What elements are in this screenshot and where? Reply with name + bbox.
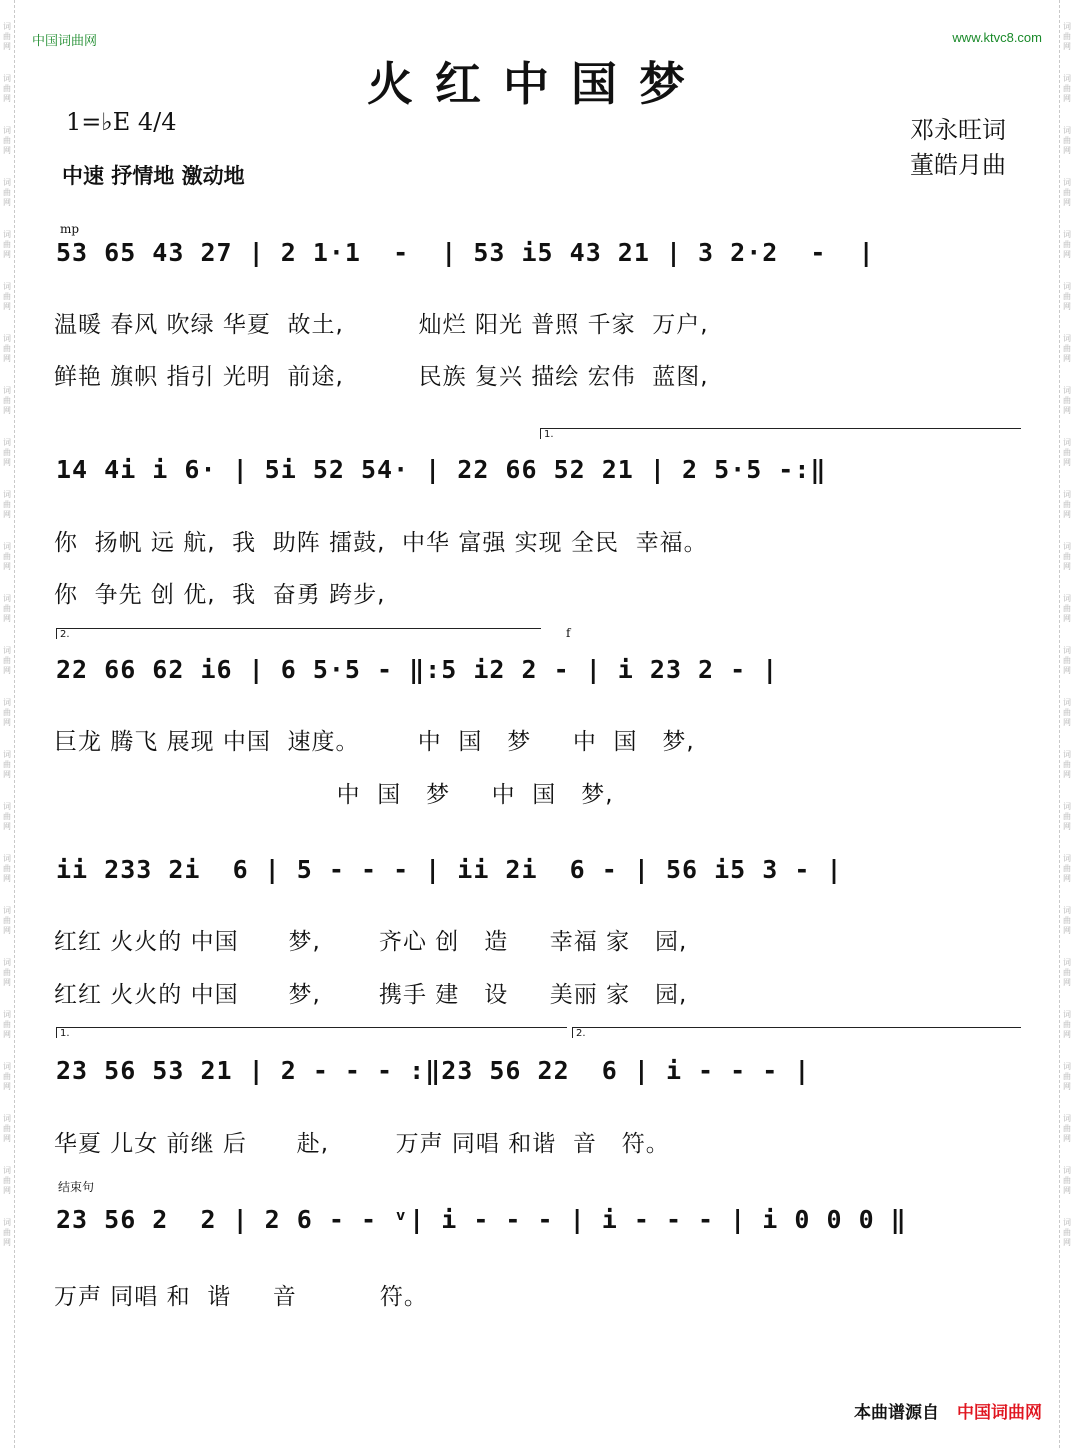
watermark-mark: 词曲网 — [3, 1062, 11, 1091]
notation-system-6: 23 56 2 2 | 2 6 - - ᵛ| i - - - | i - - - | i 0 0 0 ‖ — [56, 1205, 907, 1234]
watermark-mark: 词曲网 — [3, 958, 11, 987]
lyricist-credit: 邓永旺词 — [910, 116, 1006, 144]
watermark-mark: 词曲网 — [3, 854, 11, 883]
watermark-mark: 词曲网 — [3, 282, 11, 311]
footer-source-label: 本曲谱源自 — [854, 1403, 939, 1423]
lyrics-system-6-verse-1: 万声 同唱 和 谐 音 符。 — [54, 1284, 428, 1310]
watermark-mark: 词曲网 — [1063, 126, 1071, 155]
volta-2-bracket — [56, 628, 541, 639]
watermark-mark: 词曲网 — [1063, 230, 1071, 259]
watermark-mark: 词曲网 — [3, 74, 11, 103]
watermark-mark: 词曲网 — [1063, 74, 1071, 103]
watermark-mark: 词曲网 — [3, 22, 11, 51]
lyrics-system-1-verse-1: 温暖 春风 吹绿 华夏 故土, 灿烂 阳光 普照 千家 万户, — [54, 312, 709, 338]
watermark-mark: 词曲网 — [3, 1114, 11, 1143]
watermark-mark: 词曲网 — [1063, 1114, 1071, 1143]
ending-label: 结束句 — [58, 1180, 95, 1194]
watermark-mark: 词曲网 — [3, 178, 11, 207]
lyrics-system-2-verse-1: 你 扬帆 远 航, 我 助阵 擂鼓, 中华 富强 实现 全民 幸福。 — [54, 530, 708, 556]
composer-credit: 董皓月曲 — [910, 151, 1006, 179]
volta-1-bracket-b — [56, 1027, 567, 1038]
notation-system-5: 23 56 53 21 | 2 - - - :‖23 56 22 6 | i - - - | — [56, 1056, 811, 1085]
footer-source — [854, 1398, 1042, 1423]
volta-1-label: 1. — [544, 429, 554, 440]
notation-system-2: 14 4i i 6· | 5i 52 54· | 22 66 52 21 | 2 5·5 -:‖ — [56, 455, 827, 484]
watermark-mark: 词曲网 — [1063, 906, 1071, 935]
lyrics-system-2-verse-2: 你 争先 创 优, 我 奋勇 跨步, — [54, 582, 386, 608]
watermark-mark: 词曲网 — [3, 1010, 11, 1039]
watermark-mark: 词曲网 — [1063, 490, 1071, 519]
watermark-mark: 词曲网 — [1063, 802, 1071, 831]
watermark-mark: 词曲网 — [3, 594, 11, 623]
watermark-mark: 词曲网 — [1063, 1062, 1071, 1091]
watermark-mark: 词曲网 — [1063, 854, 1071, 883]
watermark-mark: 词曲网 — [3, 386, 11, 415]
watermark-mark: 词曲网 — [1063, 1010, 1071, 1039]
watermark-mark: 词曲网 — [3, 906, 11, 935]
watermark-mark: 词曲网 — [1063, 542, 1071, 571]
site-name-left[interactable]: 中国词曲网 — [32, 33, 98, 48]
lyrics-system-4-verse-1: 红红 火火的 中国 梦, 齐心 创 造 幸福 家 园, — [54, 929, 688, 955]
volta-2-label: 2. — [60, 629, 70, 640]
dynamic-f: f — [566, 626, 571, 640]
footer-source-site[interactable]: 中国词曲网 — [957, 1403, 1042, 1423]
dynamic-mp: mp — [60, 222, 80, 236]
watermark-mark: 词曲网 — [1063, 334, 1071, 363]
left-watermark-strip — [0, 0, 15, 1448]
lyrics-system-1-verse-2: 鲜艳 旗帜 指引 光明 前途, 民族 复兴 描绘 宏伟 蓝图, — [54, 364, 709, 390]
watermark-mark: 词曲网 — [1063, 646, 1071, 675]
watermark-mark: 词曲网 — [3, 646, 11, 675]
watermark-mark: 词曲网 — [3, 750, 11, 779]
watermark-mark: 词曲网 — [3, 1166, 11, 1195]
watermark-mark: 词曲网 — [1063, 594, 1071, 623]
volta-1-label-b: 1. — [60, 1028, 70, 1039]
watermark-mark: 词曲网 — [1063, 958, 1071, 987]
watermark-mark: 词曲网 — [3, 698, 11, 727]
watermark-mark: 词曲网 — [3, 438, 11, 467]
watermark-mark: 词曲网 — [3, 126, 11, 155]
lyrics-system-3-verse-1: 巨龙 腾飞 展现 中国 速度。 中 国 梦 中 国 梦, — [54, 729, 695, 755]
watermark-mark: 词曲网 — [1063, 438, 1071, 467]
notation-system-4: ii 233 2i 6 | 5 - - - | ii 2i 6 - | 56 i5 3 - | — [56, 855, 843, 884]
watermark-mark: 词曲网 — [3, 230, 11, 259]
site-url-right[interactable]: www.ktvc8.com — [952, 30, 1042, 45]
watermark-mark: 词曲网 — [1063, 1218, 1071, 1247]
watermark-mark: 词曲网 — [3, 802, 11, 831]
watermark-mark: 词曲网 — [1063, 178, 1071, 207]
watermark-mark: 词曲网 — [1063, 750, 1071, 779]
lyrics-system-4-verse-2: 红红 火火的 中国 梦, 携手 建 设 美丽 家 园, — [54, 982, 688, 1008]
notation-system-1: 53 65 43 27 | 2 1·1 - | 53 i5 43 21 | 3 2·2 - | — [56, 238, 875, 267]
volta-1-bracket — [540, 428, 1021, 439]
song-title: 火红中国梦 — [367, 57, 707, 111]
watermark-mark: 词曲网 — [3, 490, 11, 519]
tempo-marking: 中速 抒情地 激动地 — [62, 164, 245, 188]
watermark-mark: 词曲网 — [1063, 22, 1071, 51]
volta-2-bracket-b — [572, 1027, 1021, 1038]
watermark-mark: 词曲网 — [1063, 386, 1071, 415]
watermark-mark: 词曲网 — [1063, 1166, 1071, 1195]
volta-2-label-b: 2. — [576, 1028, 586, 1039]
notation-system-3: 22 66 62 i6 | 6 5·5 - ‖:5 i2 2 - | i 23 2 - | — [56, 655, 779, 684]
lyrics-system-3-verse-2: 中 国 梦 中 国 梦, — [54, 782, 614, 808]
watermark-mark: 词曲网 — [1063, 282, 1071, 311]
watermark-mark: 词曲网 — [1063, 698, 1071, 727]
watermark-mark: 词曲网 — [3, 542, 11, 571]
lyrics-system-5-verse-1: 华夏 儿女 前继 后 赴, 万声 同唱 和谐 音 符。 — [54, 1131, 670, 1157]
watermark-mark: 词曲网 — [3, 1218, 11, 1247]
key-signature: 1=♭E 4/4 — [66, 108, 177, 136]
right-watermark-strip — [1059, 0, 1074, 1448]
watermark-mark: 词曲网 — [3, 334, 11, 363]
